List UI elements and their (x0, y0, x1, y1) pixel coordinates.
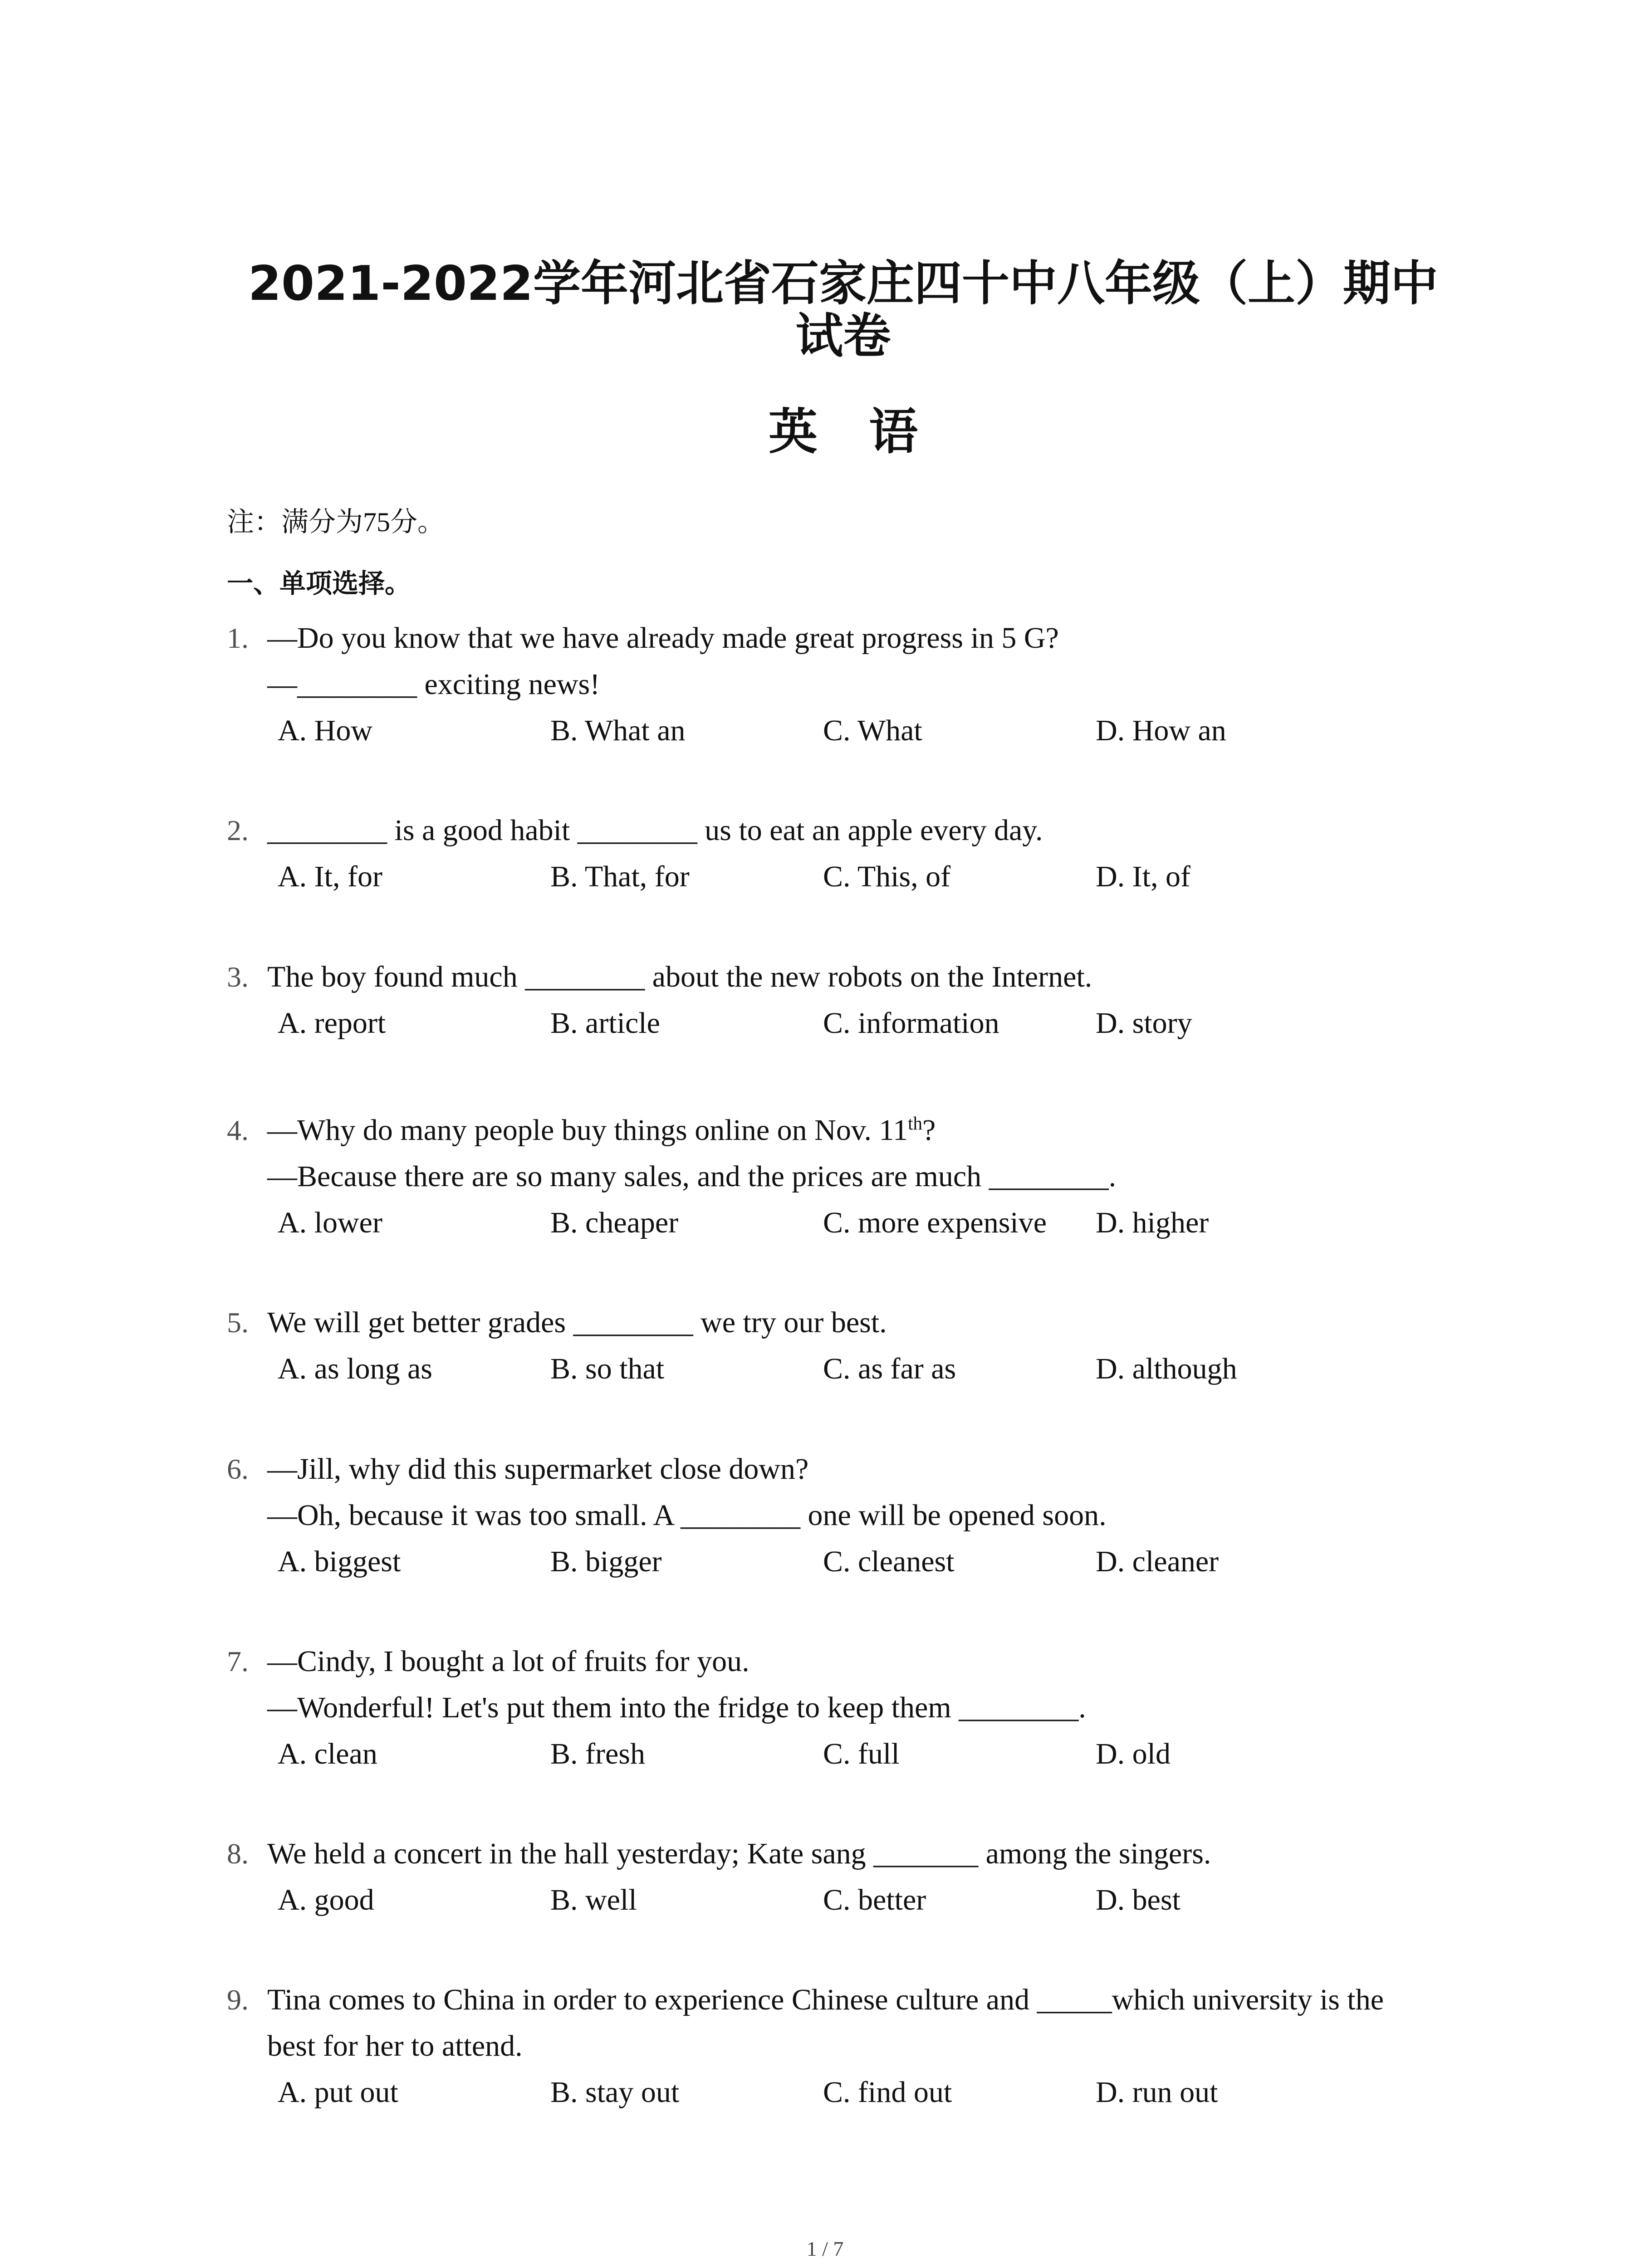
question-5 (227, 1300, 1543, 1392)
question-stem-line: —Cindy, I bought a lot of fruits for you. (267, 1645, 749, 1678)
option-a: A. put out (278, 2076, 398, 2109)
answer-options (227, 854, 1543, 900)
option-a: A. lower (278, 1206, 382, 1239)
score-note: 注：满分为75分。 (227, 507, 445, 537)
question-stem-line: —Do you know that we have already made great progress in 5 G? (267, 621, 1059, 655)
question-stem-text: —Why do many people buy things online on Nov. 11 (267, 1114, 908, 1147)
question-number: 8. (227, 1838, 249, 1870)
question-number: 9. (227, 1984, 249, 2016)
subject-title: 英 语 (768, 404, 918, 460)
option-a: A. How (278, 714, 372, 747)
option-c: C. better (823, 1883, 926, 1916)
question-6 (227, 1446, 1543, 1585)
question-number: 6. (227, 1453, 249, 1485)
option-c: C. full (823, 1737, 900, 1770)
question-stem-line: ________ is a good habit ________ us to eat an apple every day. (267, 814, 1043, 847)
option-b: B. stay out (550, 2076, 680, 2109)
option-b: B. That, for (550, 860, 690, 893)
answer-options (227, 1000, 1543, 1046)
option-d: D. cleaner (1096, 1545, 1219, 1578)
option-d: D. story (1096, 1007, 1192, 1040)
option-c: C. find out (823, 2076, 952, 2109)
option-d: D. higher (1096, 1206, 1209, 1239)
option-b: B. bigger (550, 1545, 662, 1578)
option-d: D. best (1096, 1883, 1181, 1916)
question-number: 4. (227, 1114, 249, 1146)
answer-options (227, 1731, 1543, 1777)
answer-options (227, 1200, 1543, 1246)
option-b: B. fresh (550, 1737, 645, 1770)
question-number: 2. (227, 814, 249, 846)
question-number: 7. (227, 1645, 249, 1677)
question-stem-line: —________ exciting news! (267, 668, 600, 701)
option-b: B. well (550, 1883, 637, 1916)
option-d: D. run out (1096, 2076, 1218, 2109)
question-9 (227, 1977, 1543, 2116)
option-d: D. although (1096, 1352, 1237, 1385)
question-stem-line: Tina comes to China in order to experience Chinese culture and _____which university is the (267, 1983, 1384, 2016)
question-stem-line: —Wonderful! Let's put them into the fridge to keep them ________. (267, 1691, 1086, 1724)
option-b: B. article (550, 1007, 660, 1040)
question-stem-line: The boy found much ________ about the new robots on the Internet. (267, 960, 1092, 993)
question-stem-line: —Oh, because it was too small. A ________ one will be opened soon. (267, 1499, 1107, 1532)
answer-options (227, 2069, 1543, 2116)
question-number: 1. (227, 622, 249, 654)
question-2 (227, 807, 1543, 900)
question-stem-line: We will get better grades ________ we try our best. (267, 1306, 887, 1339)
question-3 (227, 954, 1543, 1046)
question-stem-line: best for her to attend. (267, 2029, 523, 2063)
question-1 (227, 615, 1543, 754)
option-b: B. What an (550, 714, 686, 747)
question-7 (227, 1638, 1543, 1777)
option-a: A. good (278, 1883, 374, 1916)
answer-options (227, 708, 1543, 754)
question-number: 3. (227, 961, 249, 993)
option-d: D. How an (1096, 714, 1226, 747)
option-a: A. as long as (278, 1352, 432, 1385)
section-heading: 一、单项选择。 (227, 568, 411, 599)
option-c: C. more expensive (823, 1206, 1047, 1239)
page-number: 1 / 7 (806, 2237, 844, 2260)
option-a: A. clean (278, 1737, 377, 1770)
exam-title: 2021-2022学年河北省石家庄四十中八年级（上）期中 (248, 256, 1439, 311)
option-b: B. cheaper (550, 1206, 679, 1239)
question-8 (227, 1831, 1543, 1923)
option-a: A. report (278, 1007, 386, 1040)
option-d: D. old (1096, 1737, 1171, 1770)
question-stem-line: —Jill, why did this supermarket close down? (267, 1452, 809, 1486)
question-stem-line: —Because there are so many sales, and the prices are much ________. (267, 1160, 1117, 1193)
option-c: C. cleanest (823, 1545, 955, 1578)
question-number: 5. (227, 1306, 249, 1339)
answer-options (227, 1346, 1543, 1392)
question-stem-line (267, 1107, 1543, 1154)
question-4 (227, 1107, 1543, 1246)
answer-options (227, 1877, 1543, 1923)
option-b: B. so that (550, 1352, 665, 1385)
question-stem-punctuation: ? (922, 1114, 936, 1147)
option-c: C. information (823, 1007, 999, 1040)
option-d: D. It, of (1096, 860, 1190, 893)
option-c: C. This, of (823, 860, 951, 893)
answer-options (227, 1539, 1543, 1585)
ordinal-superscript: th (908, 1113, 922, 1134)
question-stem-line: We held a concert in the hall yesterday; Kate sang _______ among the singers. (267, 1837, 1211, 1870)
option-c: C. as far as (823, 1352, 956, 1385)
option-a: A. biggest (278, 1545, 401, 1578)
exam-title-continued: 试卷 (795, 308, 891, 364)
option-c: C. What (823, 714, 922, 747)
option-a: A. It, for (278, 860, 382, 893)
